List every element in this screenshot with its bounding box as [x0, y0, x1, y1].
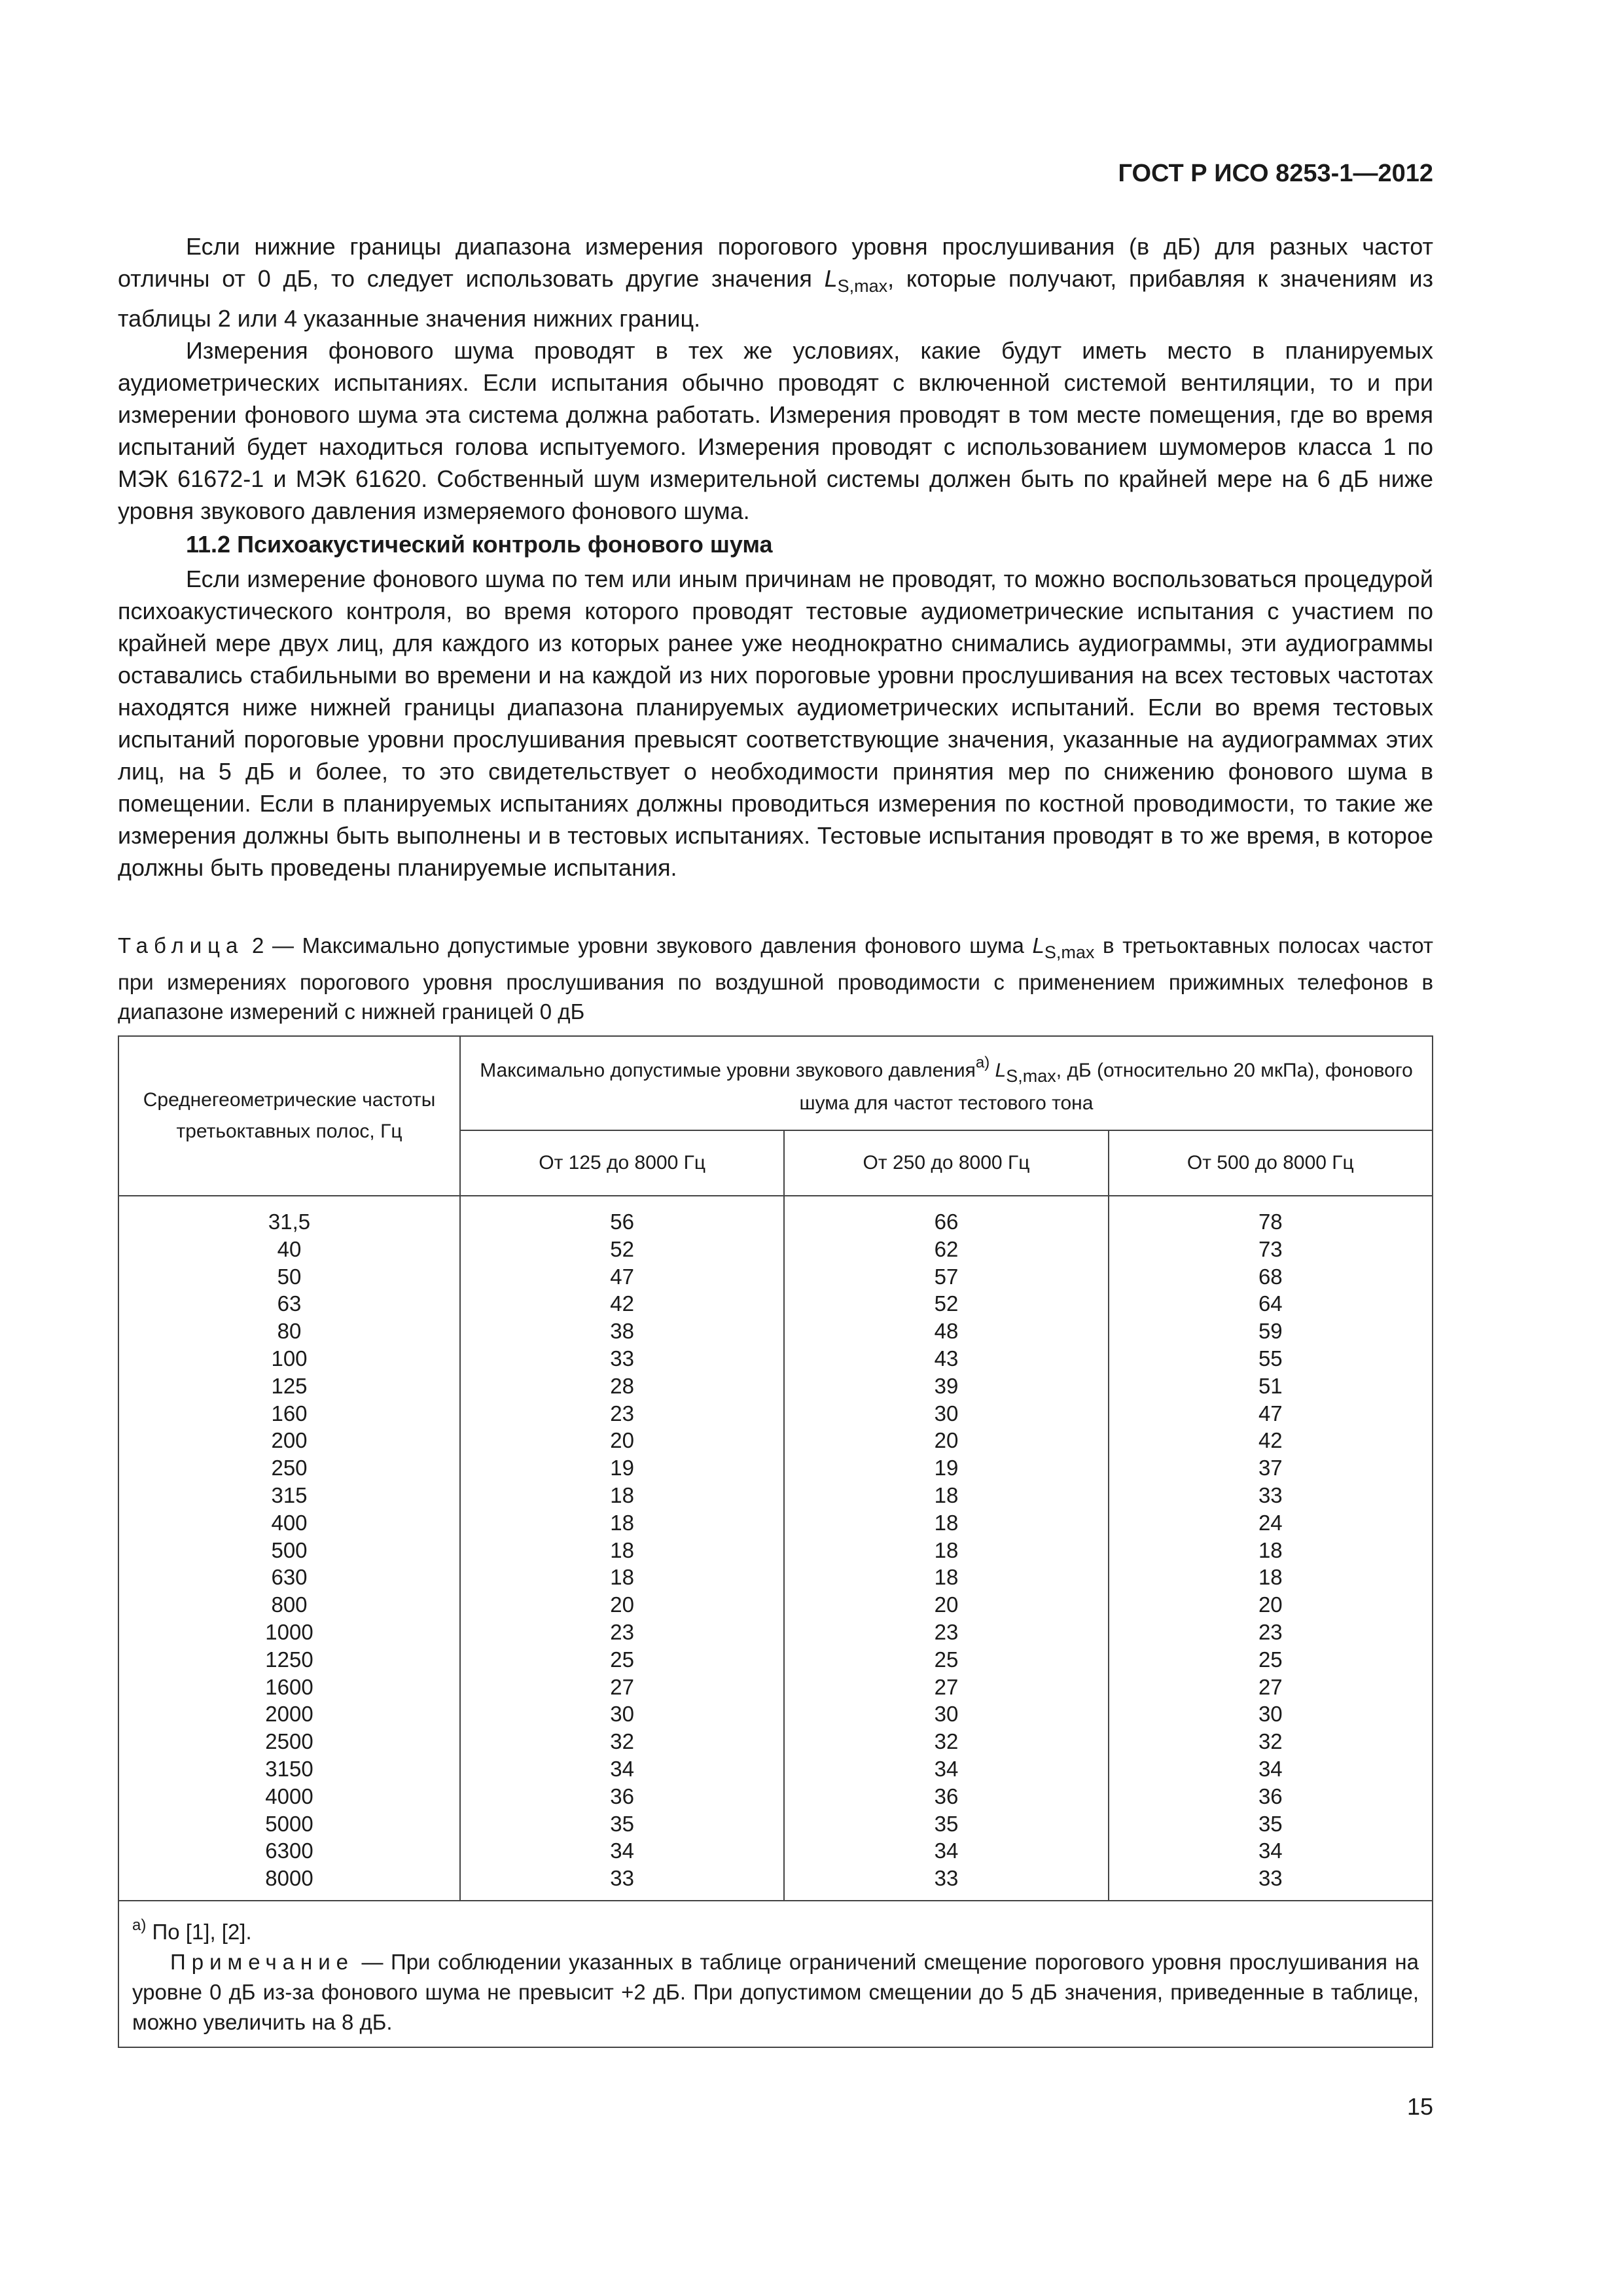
table-cell: 500 — [271, 1537, 308, 1562]
table-cell: 36 — [610, 1784, 635, 1808]
column-125 — [460, 1196, 784, 1901]
table-cell: 27 — [1258, 1674, 1283, 1699]
table-cell: 36 — [1258, 1784, 1283, 1808]
header-symbol: L — [990, 1060, 1007, 1081]
paragraph-2: Измерения фонового шума проводят в тех же условиях, какие будут иметь место в планируемых аудиометрических испытаниях. Если испытания обычно проводят с включенной системой вентиляции, то и при измерении фонового шума эта система должна работать. Измерения проводят в том месте помещения, где во время испытаний будет находиться голова испытуемого. Измерения проводят с использованием шумомеров класса 1 по МЭК 61672-1 и МЭК 61620. Собственный шум измерительной системы должен быть по крайней мере на 6 дБ ниже уровня звукового давления измеряемого фонового шума. — [118, 337, 1433, 524]
table-cell: 100 — [271, 1346, 308, 1371]
table-cell: 28 — [610, 1373, 635, 1398]
table-cell: 18 — [610, 1510, 635, 1535]
body-text — [118, 230, 1433, 884]
table-cell: 52 — [610, 1236, 635, 1261]
table-cell: 52 — [934, 1291, 959, 1316]
noise-limits-table — [118, 1035, 1433, 2048]
table-cell: 24 — [1258, 1510, 1283, 1535]
table-cell: 250 — [271, 1456, 308, 1480]
table-cell: 47 — [1258, 1401, 1283, 1426]
table-cell: 5000 — [265, 1811, 313, 1836]
table-cell: 30 — [1258, 1702, 1283, 1727]
table-cell: 37 — [1258, 1456, 1283, 1480]
table-cell: 18 — [934, 1537, 959, 1562]
table-cell: 27 — [610, 1674, 635, 1699]
table-cell: 35 — [934, 1811, 959, 1836]
table-cell: 55 — [1258, 1346, 1283, 1371]
table-cell: 35 — [610, 1811, 635, 1836]
paragraph-3: Если измерение фонового шума по тем или иным причинам не проводят, то можно воспользоваться процедурой психоакустического контроля, во время которого проводят тестовые аудиометрические испытания с участием по крайней мере двух лиц, для каждого из которых ранее уже неоднократно снимались аудиограммы, эти аудиограммы оставались стабильными во времени и на каждой из них пороговые уровни прослушивания на всех тестовых частотах находятся ниже нижней границы диапазона планируемых аудиометрических испытаний. Если во время тестовых испытаний пороговые уровни прослушивания превысят соответствующие значения, указанные на аудиограммах этих лиц, на 5 дБ и более, то это свидетельствует о необходимости принятия мер по снижению фонового шума в помещении. Если в планируемых испытаниях должны проводиться измерения по костной проводимости, то такие же измерения должны быть выполнены и в тестовых испытаниях. Тестовые испытания проводят в то же время, в которое должны быть проведены планируемые испытания. — [118, 565, 1433, 881]
paragraph-1-text-a: Если нижние границы диапазона измерения порогового уровня прослушивания (в дБ) для разных частот отличны от 0 дБ, то следует использовать другие значения — [118, 233, 1433, 292]
table-cell: 48 — [934, 1319, 959, 1344]
table-cell: 23 — [934, 1619, 959, 1644]
header-frequency: Среднегеометрические частоты третьоктавных полос, Гц — [118, 1036, 460, 1196]
table-cell: 34 — [1258, 1756, 1283, 1781]
table-cell: 1600 — [265, 1674, 313, 1699]
table-cell: 20 — [934, 1592, 959, 1617]
header-main-text-a: Максимально допустимые уровни звукового давления — [480, 1060, 976, 1081]
table-cell: 20 — [934, 1428, 959, 1453]
table-cell: 32 — [610, 1729, 635, 1754]
table-cell: 25 — [1258, 1647, 1283, 1672]
table-cell: 42 — [1258, 1428, 1283, 1453]
table-cell: 2500 — [265, 1729, 313, 1754]
table-cell: 18 — [934, 1565, 959, 1590]
table-cell: 32 — [934, 1729, 959, 1754]
table-footer — [118, 1901, 1433, 2047]
symbol-l: L — [824, 265, 838, 292]
table-cell: 315 — [271, 1482, 308, 1507]
paragraph-1 — [118, 230, 1433, 334]
table-caption-number: 2 — Максимально допустимые уровни звукового давления фонового шума — [243, 933, 1033, 958]
table-cell: 23 — [1258, 1619, 1283, 1644]
table-cell: 34 — [934, 1839, 959, 1863]
table-cell: 34 — [934, 1756, 959, 1781]
caption-subscript: S,max — [1044, 942, 1095, 962]
table-cell: 27 — [934, 1674, 959, 1699]
table-cell: 33 — [1258, 1482, 1283, 1507]
table-cell: 57 — [934, 1264, 959, 1289]
table-cell: 31,5 — [268, 1210, 311, 1234]
table-cell: 20 — [1258, 1592, 1283, 1617]
table-cell: 160 — [271, 1401, 308, 1426]
table-cell: 20 — [610, 1428, 635, 1453]
table-cell: 34 — [1258, 1839, 1283, 1863]
footnote-text: По [1], [2]. — [146, 1919, 252, 1944]
table-cell: 42 — [610, 1291, 635, 1316]
table-data-row — [118, 1196, 1433, 1901]
table-cell: 32 — [1258, 1729, 1283, 1754]
table-cell: 59 — [1258, 1319, 1283, 1344]
table-caption-label: Таблица — [118, 933, 244, 958]
table-cell: 66 — [934, 1210, 959, 1234]
table-cell: 18 — [934, 1482, 959, 1507]
table-cell: 18 — [1258, 1565, 1283, 1590]
table-cell: 36 — [934, 1784, 959, 1808]
column-500 — [1109, 1196, 1433, 1901]
table-cell: 20 — [610, 1592, 635, 1617]
table-cell: 6300 — [265, 1839, 313, 1863]
table-cell: 43 — [934, 1346, 959, 1371]
table-cell: 47 — [610, 1264, 635, 1289]
header-range-250: От 250 до 8000 Гц — [784, 1130, 1108, 1196]
header-subscript: S,max — [1006, 1066, 1056, 1086]
table-cell: 80 — [277, 1319, 302, 1344]
table-cell: 200 — [271, 1428, 308, 1453]
table-cell: 33 — [1258, 1866, 1283, 1891]
table-cell: 19 — [934, 1456, 959, 1480]
column-frequency — [118, 1196, 460, 1901]
table-cell: 33 — [610, 1866, 635, 1891]
header-range-125: От 125 до 8000 Гц — [460, 1130, 784, 1196]
table-cell: 18 — [1258, 1537, 1283, 1562]
paragraph-1-text-b: , которые получают, прибавляя к значениям из таблицы 2 или 4 указанные значения нижних границ. — [118, 265, 1433, 332]
table-cell: 63 — [277, 1291, 302, 1316]
table-cell: 1250 — [265, 1647, 313, 1672]
section-title: 11.2 Психоакустический контроль фонового шума — [186, 531, 773, 558]
table-cell: 35 — [1258, 1811, 1283, 1836]
column-250 — [784, 1196, 1108, 1901]
table-cell: 34 — [610, 1839, 635, 1863]
table-cell: 73 — [1258, 1236, 1283, 1261]
table-cell: 50 — [277, 1264, 302, 1289]
table-cell: 78 — [1258, 1210, 1283, 1234]
table-cell: 25 — [610, 1647, 635, 1672]
footnote-mark: a) — [132, 1916, 147, 1934]
table-cell: 39 — [934, 1373, 959, 1398]
table-cell: 1000 — [265, 1619, 313, 1644]
table-cell: 30 — [610, 1702, 635, 1727]
table-cell: 800 — [271, 1592, 308, 1617]
header-range-500: От 500 до 8000 Гц — [1109, 1130, 1433, 1196]
table-cell: 64 — [1258, 1291, 1283, 1316]
table-cell: 18 — [610, 1482, 635, 1507]
table-caption — [118, 931, 1433, 1026]
page-number: 15 — [1406, 2093, 1433, 2120]
caption-symbol: L — [1032, 933, 1044, 958]
table-cell: 34 — [610, 1756, 635, 1781]
note-text: — При соблюдении указанных в таблице ограничений смещение порогового уровня прослушивания на уровне 0 дБ из-за фонового шума не превысит +2 дБ. При допустимом смещении до 5 дБ значения, приведенные в таблице, можно увеличить на 8 дБ. — [132, 1949, 1419, 2034]
table-cell: 62 — [934, 1236, 959, 1261]
table-cell: 18 — [610, 1537, 635, 1562]
table-cell: 40 — [277, 1236, 302, 1261]
table-cell: 25 — [934, 1647, 959, 1672]
table-caption-rest: в третьоктавных полосах частот при измерениях порогового уровня прослушивания по воздушной проводимости с применением прижимных телефонов в диапазоне измерений с нижней границей 0 дБ — [118, 933, 1433, 1024]
table-cell: 23 — [610, 1401, 635, 1426]
table-cell: 38 — [610, 1319, 635, 1344]
header-main-text-b: , дБ (относительно 20 мкПа), фонового шума для частот тестового тона — [799, 1060, 1413, 1114]
table-cell: 8000 — [265, 1866, 313, 1891]
table-cell: 23 — [610, 1619, 635, 1644]
table-cell: 33 — [934, 1866, 959, 1891]
symbol-subscript: S,max — [837, 276, 888, 296]
header-max-levels — [460, 1036, 1433, 1130]
table-cell: 30 — [934, 1702, 959, 1727]
table-cell: 18 — [610, 1565, 635, 1590]
table-cell: 68 — [1258, 1264, 1283, 1289]
table-cell: 33 — [610, 1346, 635, 1371]
footnote — [132, 1910, 1419, 1947]
table-cell: 630 — [271, 1565, 308, 1590]
table-cell: 18 — [934, 1510, 959, 1535]
table-cell: 51 — [1258, 1373, 1283, 1398]
table-cell: 125 — [271, 1373, 308, 1398]
table-cell: 2000 — [265, 1702, 313, 1727]
table-cell: 3150 — [265, 1756, 313, 1781]
table-cell: 30 — [934, 1401, 959, 1426]
footnote-ref: a) — [975, 1054, 990, 1071]
table-cell: 4000 — [265, 1784, 313, 1808]
standard-header: ГОСТ Р ИСО 8253-1—2012 — [1118, 160, 1433, 187]
note — [132, 1947, 1419, 2037]
note-label: Примечание — [170, 1949, 355, 1974]
table-cell: 56 — [610, 1210, 635, 1234]
table-cell: 400 — [271, 1510, 308, 1535]
table-cell: 19 — [610, 1456, 635, 1480]
